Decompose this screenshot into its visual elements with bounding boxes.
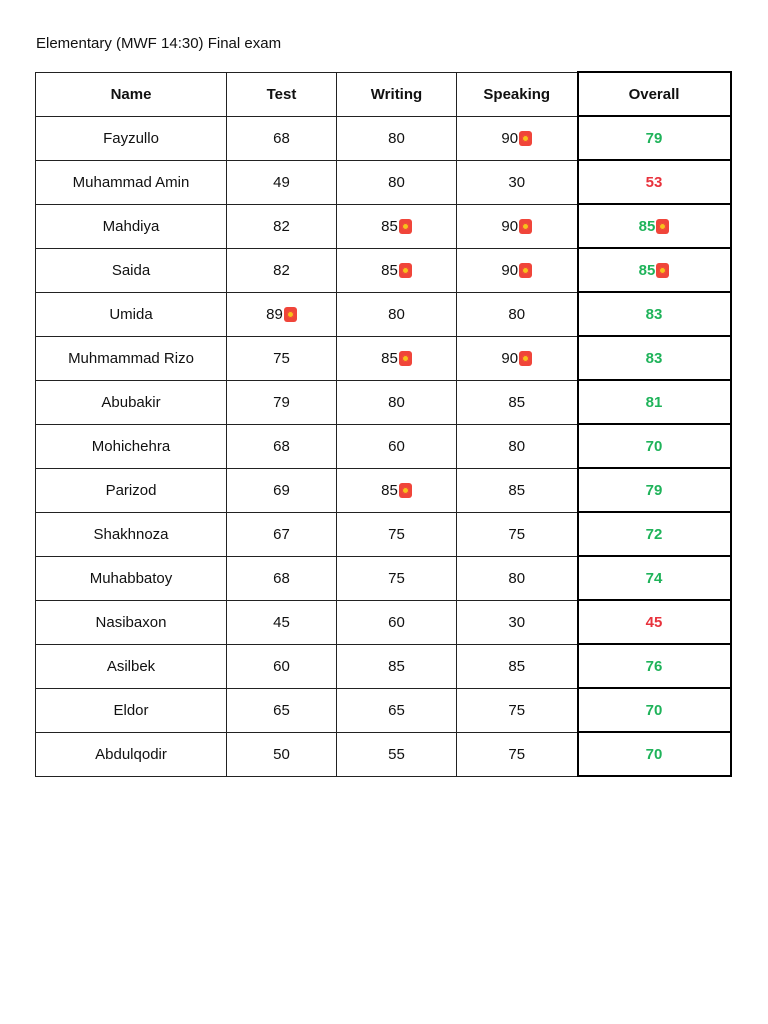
writing-score: 80 bbox=[388, 129, 405, 147]
grades-table bbox=[35, 71, 732, 777]
speaking-score-cell bbox=[457, 336, 578, 380]
overall-score-wrapper bbox=[646, 130, 663, 147]
overall-score-wrapper bbox=[646, 570, 663, 587]
table-row bbox=[36, 512, 731, 556]
speaking-score-cell bbox=[457, 116, 578, 160]
speaking-score: 90 bbox=[501, 217, 519, 235]
speaking-score: 30 bbox=[508, 173, 526, 191]
speaking-score: 85 bbox=[508, 657, 526, 675]
header-overall: Overall bbox=[578, 72, 731, 116]
overall-score-cell bbox=[578, 336, 731, 380]
writing-score-wrapper bbox=[388, 174, 405, 191]
overall-score: 79 bbox=[645, 129, 663, 147]
speaking-score: 80 bbox=[508, 569, 526, 587]
test-score: 82 bbox=[273, 261, 290, 279]
test-score: 68 bbox=[273, 129, 290, 147]
writing-score-cell bbox=[337, 688, 457, 732]
test-score-cell bbox=[227, 424, 337, 468]
writing-score-wrapper bbox=[388, 394, 405, 411]
speaking-score: 80 bbox=[508, 437, 526, 455]
test-score-cell bbox=[227, 600, 337, 644]
speaking-score: 80 bbox=[508, 305, 526, 323]
writing-score: 55 bbox=[388, 745, 405, 763]
writing-score-cell bbox=[337, 380, 457, 424]
test-score-cell bbox=[227, 204, 337, 248]
writing-score-wrapper bbox=[388, 438, 405, 455]
writing-score: 75 bbox=[388, 569, 405, 587]
speaking-score-cell bbox=[457, 732, 578, 776]
writing-score-cell bbox=[337, 512, 457, 556]
overall-score-wrapper bbox=[646, 174, 663, 191]
writing-score-wrapper bbox=[388, 306, 405, 323]
speaking-score-wrapper bbox=[501, 218, 532, 235]
test-score-wrapper bbox=[273, 526, 290, 543]
writing-score-cell bbox=[337, 160, 457, 204]
overall-score: 45 bbox=[645, 613, 663, 631]
overall-score-cell bbox=[578, 116, 731, 160]
overall-score-wrapper bbox=[646, 526, 663, 543]
speaking-score-cell bbox=[457, 292, 578, 336]
table-row bbox=[36, 688, 731, 732]
table-row bbox=[36, 600, 731, 644]
overall-score-cell bbox=[578, 512, 731, 556]
overall-score: 83 bbox=[645, 305, 663, 323]
test-score-cell bbox=[227, 644, 337, 688]
star-badge-icon bbox=[284, 307, 297, 322]
writing-score: 85 bbox=[381, 217, 398, 235]
writing-score-cell bbox=[337, 336, 457, 380]
test-score-cell bbox=[227, 292, 337, 336]
table-row bbox=[36, 292, 731, 336]
speaking-score-wrapper bbox=[501, 130, 532, 147]
star-badge-icon bbox=[656, 263, 669, 278]
overall-score-cell bbox=[578, 248, 731, 292]
speaking-score-wrapper bbox=[508, 438, 525, 455]
writing-score-wrapper bbox=[388, 746, 405, 763]
overall-score-wrapper bbox=[646, 438, 663, 455]
student-name: Asilbek bbox=[36, 644, 227, 688]
overall-score-cell bbox=[578, 204, 731, 248]
test-score-cell bbox=[227, 468, 337, 512]
test-score-wrapper bbox=[273, 174, 290, 191]
writing-score-wrapper bbox=[381, 482, 412, 499]
writing-score: 65 bbox=[388, 701, 405, 719]
overall-score-cell bbox=[578, 380, 731, 424]
overall-score: 70 bbox=[645, 437, 663, 455]
student-name: Mahdiya bbox=[36, 204, 227, 248]
header-name: Name bbox=[36, 72, 227, 116]
speaking-score: 90 bbox=[501, 261, 519, 279]
student-name: Muhammad Amin bbox=[36, 160, 227, 204]
header-writing: Writing bbox=[337, 72, 457, 116]
test-score-wrapper bbox=[273, 658, 290, 675]
star-badge-icon bbox=[399, 483, 412, 498]
student-name: Abdulqodir bbox=[36, 732, 227, 776]
speaking-score-cell bbox=[457, 160, 578, 204]
writing-score: 85 bbox=[381, 349, 398, 367]
student-name: Muhabbatoy bbox=[36, 556, 227, 600]
speaking-score-cell bbox=[457, 248, 578, 292]
speaking-score-cell bbox=[457, 556, 578, 600]
speaking-score-wrapper bbox=[508, 570, 525, 587]
star-badge-icon bbox=[399, 351, 412, 366]
speaking-score-cell bbox=[457, 644, 578, 688]
table-row bbox=[36, 160, 731, 204]
table-row bbox=[36, 468, 731, 512]
test-score: 45 bbox=[273, 613, 290, 631]
test-score-wrapper bbox=[273, 218, 290, 235]
writing-score-wrapper bbox=[381, 218, 412, 235]
test-score: 89 bbox=[266, 305, 283, 323]
writing-score-wrapper bbox=[388, 130, 405, 147]
test-score-cell bbox=[227, 336, 337, 380]
overall-score: 74 bbox=[645, 569, 663, 587]
overall-score-cell bbox=[578, 424, 731, 468]
writing-score-wrapper bbox=[381, 262, 412, 279]
overall-score-wrapper bbox=[646, 746, 663, 763]
speaking-score-wrapper bbox=[508, 614, 525, 631]
test-score-wrapper bbox=[273, 350, 290, 367]
overall-score-cell bbox=[578, 556, 731, 600]
star-badge-icon bbox=[656, 219, 669, 234]
test-score-wrapper bbox=[273, 702, 290, 719]
overall-score-cell bbox=[578, 732, 731, 776]
speaking-score-cell bbox=[457, 688, 578, 732]
overall-score: 70 bbox=[645, 745, 663, 763]
writing-score-wrapper bbox=[388, 658, 405, 675]
speaking-score-wrapper bbox=[508, 174, 525, 191]
header-speaking: Speaking bbox=[457, 72, 578, 116]
student-name: Fayzullo bbox=[36, 116, 227, 160]
speaking-score-cell bbox=[457, 468, 578, 512]
overall-score-wrapper bbox=[646, 482, 663, 499]
student-name: Shakhnoza bbox=[36, 512, 227, 556]
speaking-score-wrapper bbox=[508, 658, 525, 675]
test-score-wrapper bbox=[273, 482, 290, 499]
speaking-score: 30 bbox=[508, 613, 526, 631]
overall-score-wrapper bbox=[646, 658, 663, 675]
writing-score-wrapper bbox=[388, 614, 405, 631]
overall-score-wrapper bbox=[646, 702, 663, 719]
overall-score-wrapper bbox=[639, 218, 670, 235]
speaking-score: 75 bbox=[508, 745, 526, 763]
writing-score: 80 bbox=[388, 173, 405, 191]
test-score-cell bbox=[227, 116, 337, 160]
writing-score-cell bbox=[337, 116, 457, 160]
writing-score: 60 bbox=[388, 613, 405, 631]
test-score-wrapper bbox=[273, 394, 290, 411]
table-row bbox=[36, 336, 731, 380]
student-name: Abubakir bbox=[36, 380, 227, 424]
writing-score-wrapper bbox=[388, 526, 405, 543]
writing-score: 85 bbox=[388, 657, 405, 675]
writing-score: 75 bbox=[388, 525, 405, 543]
star-badge-icon bbox=[519, 131, 532, 146]
overall-score: 85 bbox=[638, 261, 656, 279]
speaking-score: 85 bbox=[508, 481, 526, 499]
overall-score-wrapper bbox=[646, 394, 663, 411]
overall-score-cell bbox=[578, 600, 731, 644]
speaking-score-cell bbox=[457, 512, 578, 556]
test-score-wrapper bbox=[273, 570, 290, 587]
overall-score-cell bbox=[578, 688, 731, 732]
test-score: 79 bbox=[273, 393, 290, 411]
star-badge-icon bbox=[399, 263, 412, 278]
speaking-score: 85 bbox=[508, 393, 526, 411]
writing-score: 80 bbox=[388, 305, 405, 323]
test-score-wrapper bbox=[273, 614, 290, 631]
document-title: Elementary (MWF 14:30) Final exam bbox=[36, 35, 282, 52]
star-badge-icon bbox=[519, 219, 532, 234]
speaking-score-wrapper bbox=[508, 526, 525, 543]
test-score-wrapper bbox=[266, 306, 297, 323]
overall-score: 53 bbox=[645, 173, 663, 191]
writing-score-wrapper bbox=[381, 350, 412, 367]
test-score-wrapper bbox=[273, 262, 290, 279]
student-name: Nasibaxon bbox=[36, 600, 227, 644]
test-score-wrapper bbox=[273, 438, 290, 455]
writing-score-cell bbox=[337, 424, 457, 468]
test-score: 68 bbox=[273, 569, 290, 587]
writing-score-cell bbox=[337, 732, 457, 776]
writing-score: 85 bbox=[381, 481, 398, 499]
table-row bbox=[36, 732, 731, 776]
test-score-cell bbox=[227, 512, 337, 556]
writing-score-cell bbox=[337, 600, 457, 644]
overall-score: 85 bbox=[638, 217, 656, 235]
overall-score: 79 bbox=[645, 481, 663, 499]
overall-score: 83 bbox=[645, 349, 663, 367]
overall-score-cell bbox=[578, 160, 731, 204]
test-score-cell bbox=[227, 380, 337, 424]
student-name: Saida bbox=[36, 248, 227, 292]
table-row bbox=[36, 116, 731, 160]
test-score: 67 bbox=[273, 525, 290, 543]
writing-score-cell bbox=[337, 468, 457, 512]
test-score: 82 bbox=[273, 217, 290, 235]
speaking-score-wrapper bbox=[501, 350, 532, 367]
speaking-score-cell bbox=[457, 204, 578, 248]
writing-score-cell bbox=[337, 292, 457, 336]
table-row bbox=[36, 248, 731, 292]
writing-score-cell bbox=[337, 248, 457, 292]
overall-score-cell bbox=[578, 644, 731, 688]
overall-score-wrapper bbox=[646, 350, 663, 367]
speaking-score: 90 bbox=[501, 129, 519, 147]
overall-score-wrapper bbox=[646, 614, 663, 631]
speaking-score-wrapper bbox=[508, 746, 525, 763]
speaking-score-wrapper bbox=[508, 482, 525, 499]
test-score: 60 bbox=[273, 657, 290, 675]
test-score: 49 bbox=[273, 173, 290, 191]
table-row bbox=[36, 556, 731, 600]
table-row bbox=[36, 204, 731, 248]
test-score-cell bbox=[227, 160, 337, 204]
test-score: 69 bbox=[273, 481, 290, 499]
star-badge-icon bbox=[519, 351, 532, 366]
writing-score: 60 bbox=[388, 437, 405, 455]
test-score-cell bbox=[227, 248, 337, 292]
overall-score-wrapper bbox=[646, 306, 663, 323]
writing-score-wrapper bbox=[388, 570, 405, 587]
writing-score: 80 bbox=[388, 393, 405, 411]
student-name: Muhmammad Rizo bbox=[36, 336, 227, 380]
test-score-wrapper bbox=[273, 746, 290, 763]
test-score: 50 bbox=[273, 745, 290, 763]
table-row bbox=[36, 380, 731, 424]
speaking-score-wrapper bbox=[508, 306, 525, 323]
speaking-score-cell bbox=[457, 380, 578, 424]
grades-table-body bbox=[36, 116, 731, 776]
speaking-score: 75 bbox=[508, 701, 526, 719]
speaking-score: 90 bbox=[501, 349, 519, 367]
test-score-cell bbox=[227, 732, 337, 776]
writing-score-cell bbox=[337, 644, 457, 688]
overall-score-cell bbox=[578, 292, 731, 336]
writing-score-cell bbox=[337, 204, 457, 248]
test-score: 68 bbox=[273, 437, 290, 455]
writing-score-cell bbox=[337, 556, 457, 600]
header-test: Test bbox=[227, 72, 337, 116]
overall-score: 76 bbox=[645, 657, 663, 675]
test-score: 65 bbox=[273, 701, 290, 719]
student-name: Umida bbox=[36, 292, 227, 336]
speaking-score-wrapper bbox=[508, 702, 525, 719]
test-score: 75 bbox=[273, 349, 290, 367]
table-header-row bbox=[36, 72, 731, 116]
test-score-wrapper bbox=[273, 130, 290, 147]
test-score-cell bbox=[227, 688, 337, 732]
speaking-score-cell bbox=[457, 600, 578, 644]
table-row bbox=[36, 424, 731, 468]
student-name: Parizod bbox=[36, 468, 227, 512]
speaking-score-wrapper bbox=[501, 262, 532, 279]
star-badge-icon bbox=[399, 219, 412, 234]
student-name: Eldor bbox=[36, 688, 227, 732]
star-badge-icon bbox=[519, 263, 532, 278]
speaking-score-wrapper bbox=[508, 394, 525, 411]
writing-score: 85 bbox=[381, 261, 398, 279]
overall-score-cell bbox=[578, 468, 731, 512]
test-score-cell bbox=[227, 556, 337, 600]
writing-score-wrapper bbox=[388, 702, 405, 719]
overall-score: 72 bbox=[645, 525, 663, 543]
overall-score: 70 bbox=[645, 701, 663, 719]
overall-score: 81 bbox=[645, 393, 663, 411]
speaking-score: 75 bbox=[508, 525, 526, 543]
overall-score-wrapper bbox=[639, 262, 670, 279]
student-name: Mohichehra bbox=[36, 424, 227, 468]
table-row bbox=[36, 644, 731, 688]
speaking-score-cell bbox=[457, 424, 578, 468]
